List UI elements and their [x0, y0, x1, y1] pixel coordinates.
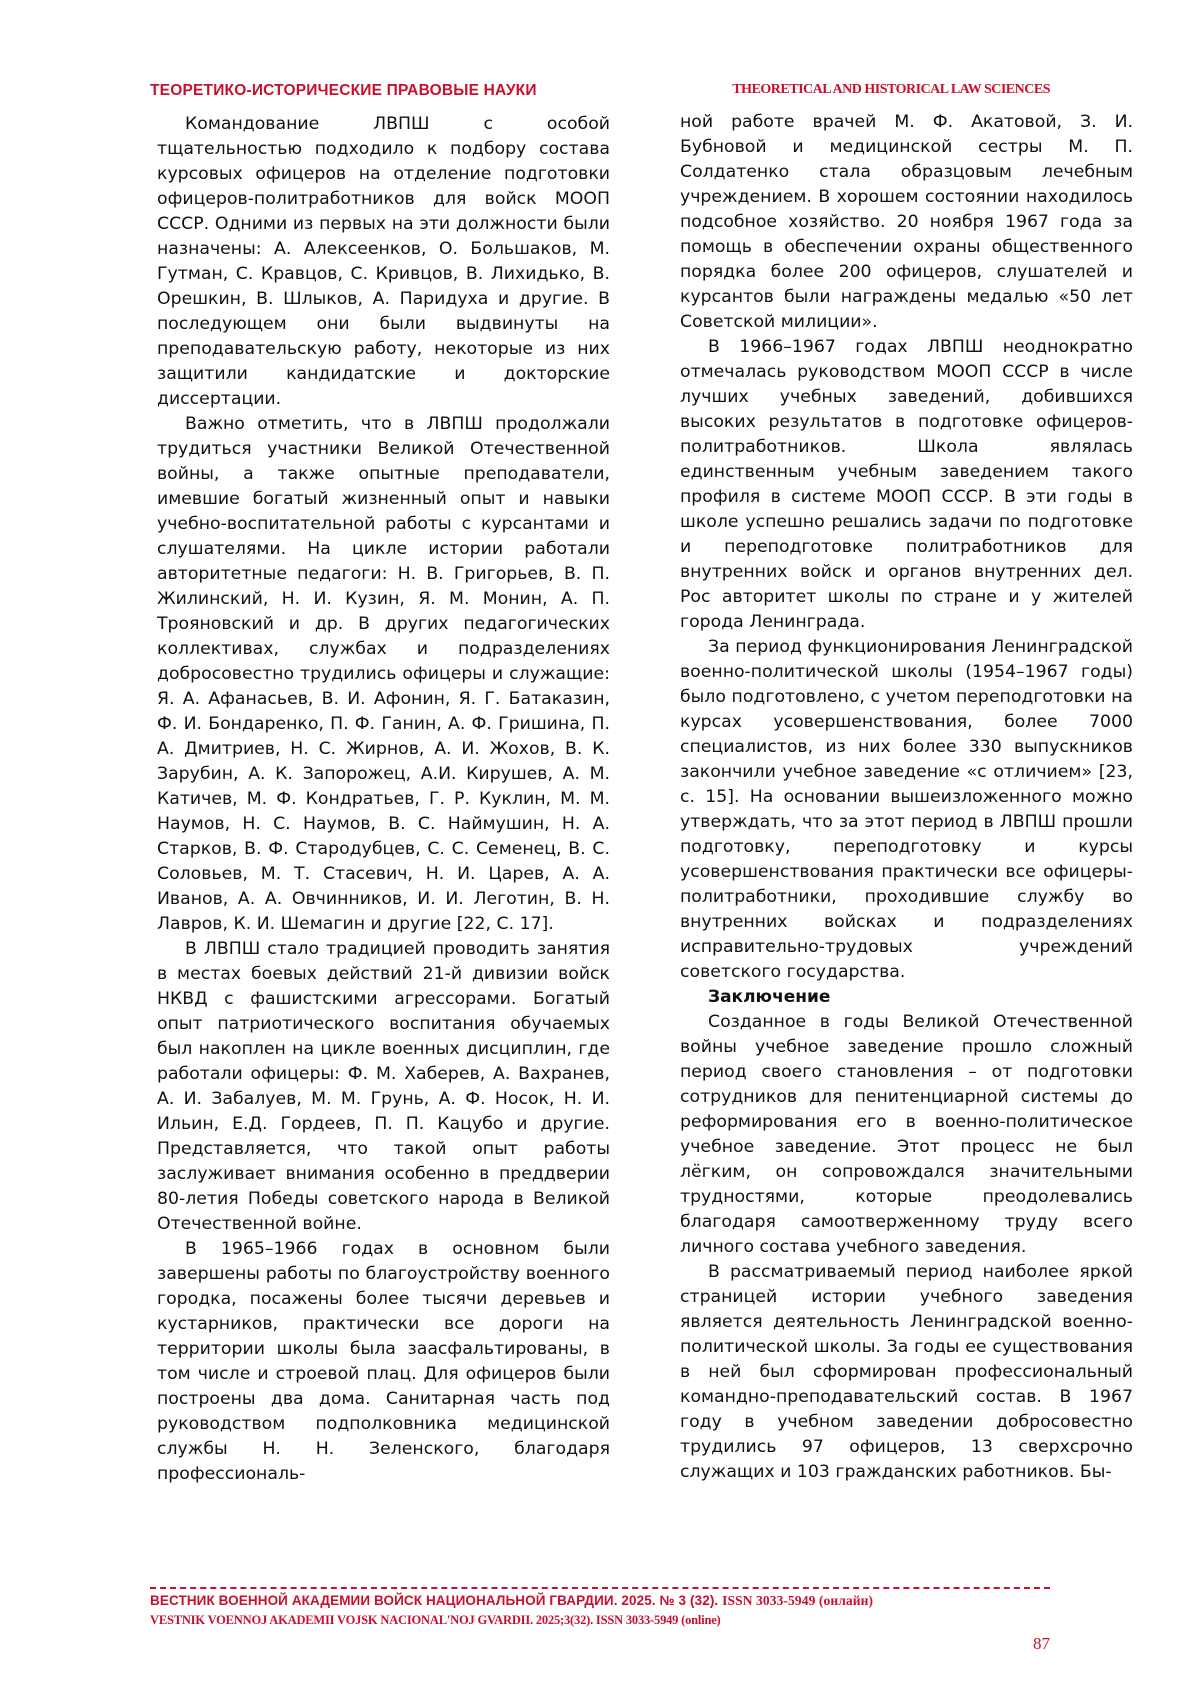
- paragraph: Созданное в годы Великой Отечественной войны учебное заведение прошло сложный период своего становления – от подготовки сотрудников для пенитенциарной системы до реформирования его в военно-политическое учебное заведение. Этот процесс не был лёгким, он сопровождался значительными трудностями, которые преодолевались благодаря самоотверженному труду всего личного состава учебного заведения.: [680, 1012, 1133, 1257]
- header-section-en: THEORETICAL AND HISTORICAL LAW SCIENCES: [732, 82, 1050, 97]
- left-column: [157, 112, 610, 1487]
- footer-citation-ru: [150, 1593, 873, 1609]
- footer-divider: [150, 1587, 1050, 1589]
- running-header: [150, 82, 1050, 104]
- footer-issn: ISSN 3033-5949 (онлайн): [722, 1593, 874, 1608]
- section-heading: Заключение: [708, 987, 831, 1007]
- paragraph: Командование ЛВПШ с особой тщательностью подходило к подбору состава курсовых офицеров на отделение подготовки офицеров-политработников для войск МООП СССР. Одними из первых на эти должности были назначены: А. Алексеенков, О. Большаков, М. Гутман, С. Кравцов, С. Кривцов, В. Лихидько, В. Орешкин, В. Шлыков, А. Паридуха и другие. В последующем они были выдвинуты на преподавательскую работу, некоторые из них защитили кандидатские и докторские диссертации.: [157, 114, 610, 409]
- paragraph: За период функционирования Ленинградской военно-политической школы (1954–1967 годы) было подготовлено, с учетом переподготовки на курсах усовершенствования, более 7000 специалистов, из них более 330 выпускников закончили учебное заведение «с отличием» [23, с. 15]. На основании вышеизложенного можно утверждать, что за этот период в ЛВПШ прошли подготовку, переподготовку и курсы усовершенствования практически все офицеры-политработники, проходившие службу во внутренних войсках и подразделениях исправительно-трудовых учреждений советского государства.: [680, 637, 1133, 982]
- page-number: 87: [1033, 1634, 1050, 1653]
- paragraph-continued: ной работе врачей М. Ф. Акатовой, З. И. Бубновой и медицинской сестры М. П. Солдатенко стала образцовым лечебным учреждением. В хорошем состоянии находилось подсобное хозяйство. 20 ноября 1967 года за помощь в обеспечении охраны общественного порядка более 200 офицеров, слушателей и курсантов были награждены медалью «50 лет Советской милиции».: [680, 112, 1133, 332]
- right-column: [680, 110, 1133, 1485]
- paragraph: В рассматриваемый период наиболее яркой страницей истории учебного заведения является деятельность Ленинградской военно-политической школы. За годы ее существования в ней был сформирован профессиональный командно-преподавательский состав. В 1967 году в учебном заведении добросовестно трудились 97 офицеров, 13 сверхсрочно служащих и 103 гражданских работников. Бы-: [680, 1262, 1133, 1482]
- footer-journal: ВЕСТНИК ВОЕННОЙ АКАДЕМИИ ВОЙСК НАЦИОНАЛЬНОЙ ГВАРДИИ. 2025. № 3 (32).: [150, 1593, 719, 1608]
- paragraph: В ЛВПШ стало традицией проводить занятия в местах боевых действий 21-й дивизии войск НКВД с фашистскими агрессорами. Богатый опыт патриотического воспитания обучаемых был накоплен на цикле военных дисциплин, где работали офицеры: Ф. М. Хаберев, А. Вахранев, А. И. Забалуев, М. М. Грунь, А. Ф. Носок, Н. И. Ильин, Е.Д. Гордеев, П. П. Кацубо и другие. Представляется, что такой опыт работы заслуживает внимания особенно в преддверии 80-летия Победы советского народа в Великой Отечественной войне.: [157, 939, 610, 1234]
- paragraph: Важно отметить, что в ЛВПШ продолжали трудиться участники Великой Отечественной войны, а также опытные преподаватели, имевшие богатый жизненный опыт и навыки учебно-воспитательной работы с курсантами и слушателями. На цикле истории работали авторитетные педагоги: Н. В. Григорьев, В. П. Жилинский, Н. И. Кузин, Я. М. Монин, А. П. Трояновский и др. В других педагогических коллективах, службах и подразделениях добросовестно трудились офицеры и служащие: Я. А. Афанасьев, В. И. Афонин, Я. Г. Батаказин, Ф. И. Бондаренко, П. Ф. Ганин, А. Ф. Гришина, П. А. Дмитриев, Н. С. Жирнов, А. И. Жохов, В. К. Зарубин, А. К. Запорожец, А.И. Кирушев, А. М. Катичев, М. Ф. Кондратьев, Г. Р. Куклин, М. М. Наумов, Н. С. Наумов, В. С. Наймушин, Н. А. Старков, В. Ф. Стародубцев, С. С. Семенец, В. С. Соловьев, М. Т. Стасевич, Н. И. Царев, А. А. Иванов, А. А. Овчинников, И. И. Леготин, В. Н. Лавров, К. И. Шемагин и другие [22, С. 17].: [157, 414, 610, 934]
- paragraph: В 1966–1967 годах ЛВПШ неоднократно отмечалась руководством МООП СССР в числе лучших учебных заведений, добившихся высоких результатов в подготовке офицеров-политработников. Школа являлась единственным учебным заведением такого профиля в системе МООП СССР. В эти годы в школе успешно решались задачи по подготовке и переподготовке политработников для внутренних войск и органов внутренних дел. Рос авторитет школы по стране и у жителей города Ленинграда.: [680, 337, 1133, 632]
- footer-citation-en: VESTNIK VOENNOJ AKADEMII VOJSK NACIONAL'NOJ GVARDII. 2025;3(32). ISSN 3033-5949 (online): [150, 1613, 721, 1627]
- header-section-ru: ТЕОРЕТИКО-ИСТОРИЧЕСКИЕ ПРАВОВЫЕ НАУКИ: [150, 82, 537, 99]
- paragraph: В 1965–1966 годах в основном были завершены работы по благоустройству военного городка, посажены более тысячи деревьев и кустарников, практически все дороги на территории школы была заасфальтированы, в том числе и строевой плац. Для офицеров были построены два дома. Санитарная часть под руководством подполковника медицинской службы Н. Н. Зеленского, благодаря профессиональ-: [157, 1239, 610, 1484]
